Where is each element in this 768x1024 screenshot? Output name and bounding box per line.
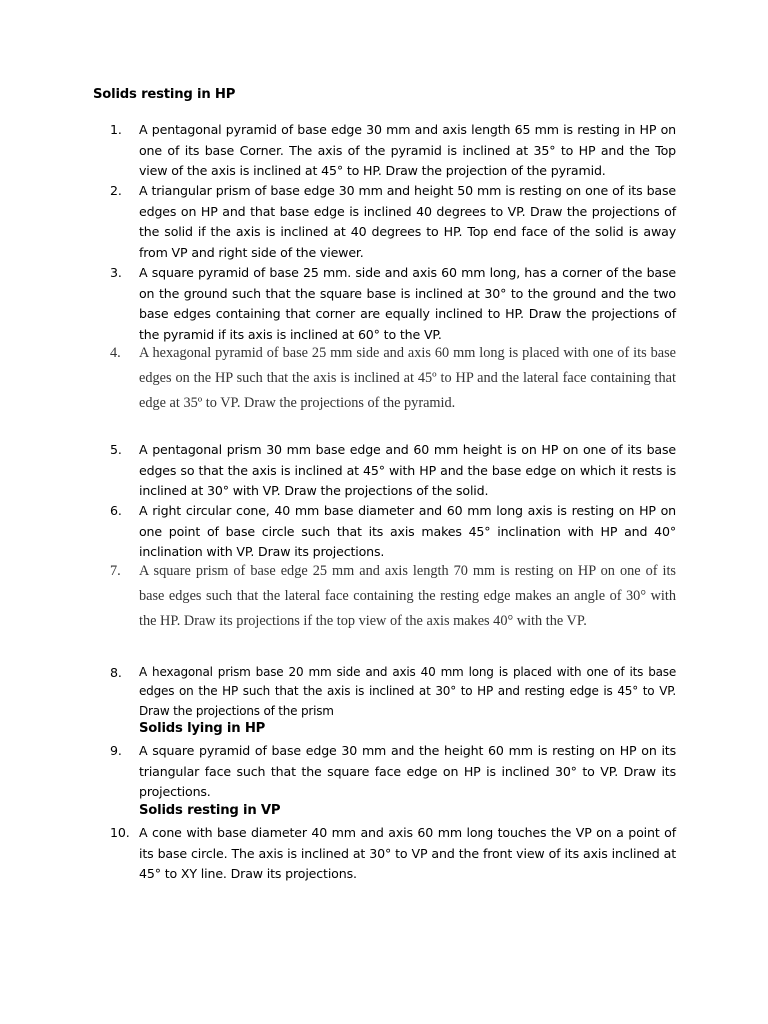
question-number: 6. — [110, 503, 122, 518]
question-text: A pentagonal prism 30 mm base edge and 60 mm height is on HP on one of its base edges so that the axis is inclined at 45° with HP and the base edge on which it rests is inclined at 30° with VP. Draw the projections of the solid. — [139, 442, 676, 498]
question-item — [110, 263, 676, 345]
question-item — [110, 741, 676, 803]
question-number: 9. — [110, 743, 122, 758]
question-text: A cone with base diameter 40 mm and axis 60 mm long touches the VP on a point of its base circle. The axis is inclined at 30° to VP and the front view of its axis inclined at 45° to XY line. Draw its projections. — [139, 825, 676, 881]
question-text: A square pyramid of base 25 mm. side and axis 60 mm long, has a corner of the base on the ground such that the square base is inclined at 30° to the ground and the two base edges containing that corner are equally inclined to HP. Draw the projections of the pyramid if its axis is inclined at 60° to the VP. — [139, 265, 676, 342]
question-number: 2. — [110, 183, 122, 198]
question-item — [110, 120, 676, 182]
question-item — [110, 440, 676, 502]
question-item — [110, 663, 676, 721]
question-text: A hexagonal prism base 20 mm side and axis 40 mm long is placed with one of its base edges on the HP such that the axis is inclined at 30° to HP and resting edge is 45° to VP. Draw the projections of the prism — [139, 665, 676, 718]
question-number: 1. — [110, 122, 122, 137]
question-text: A square prism of base edge 25 mm and axis length 70 mm is resting on HP on one of its base edges such that the lateral face containing the resting edge makes an angle of 30° with the HP. Draw its projections if the top view of the axis makes 40° with the VP. — [139, 563, 676, 630]
question-item — [110, 823, 676, 885]
question-number: 7. — [110, 563, 121, 579]
question-number: 5. — [110, 442, 122, 457]
question-item — [110, 341, 676, 417]
question-number: 10. — [110, 825, 130, 840]
question-text: A hexagonal pyramid of base 25 mm side and axis 60 mm long is placed with one of its base edges on the HP such that the axis is inclined at 45º to HP and the lateral face containing that edge at 35º to VP. Draw the projections of the pyramid. — [139, 345, 676, 412]
question-text: A square pyramid of base edge 30 mm and the height 60 mm is resting on HP on its triangular face such that the square face edge on HP is inclined 30° to VP. Draw its projections. — [139, 743, 676, 799]
question-number: 4. — [110, 345, 121, 361]
question-text: A right circular cone, 40 mm base diameter and 60 mm long axis is resting on HP on one point of base circle such that its axis makes 45° inclination with HP and 40° inclination with VP. Draw its projections. — [139, 503, 676, 559]
section-heading-resting-vp: Solids resting in VP — [139, 803, 281, 818]
question-item — [110, 559, 676, 635]
question-text: A pentagonal pyramid of base edge 30 mm and axis length 65 mm is resting in HP on one of its base Corner. The axis of the pyramid is inclined at 35° to HP and the Top view of the axis is inclined at 45° to HP. Draw the projection of the pyramid. — [139, 122, 676, 178]
question-text: A triangular prism of base edge 30 mm and height 50 mm is resting on one of its base edges on HP and that base edge is inclined 40 degrees to VP. Draw the projections of the solid if the axis is inclined at 40 degrees to HP. Top end face of the solid is away from VP and right side of the viewer. — [139, 183, 676, 260]
page-title: Solids resting in HP — [93, 87, 236, 102]
question-item — [110, 181, 676, 263]
section-heading-lying-hp: Solids lying in HP — [139, 721, 266, 736]
question-number: 8. — [110, 665, 122, 680]
question-item — [110, 501, 676, 563]
question-number: 3. — [110, 265, 122, 280]
